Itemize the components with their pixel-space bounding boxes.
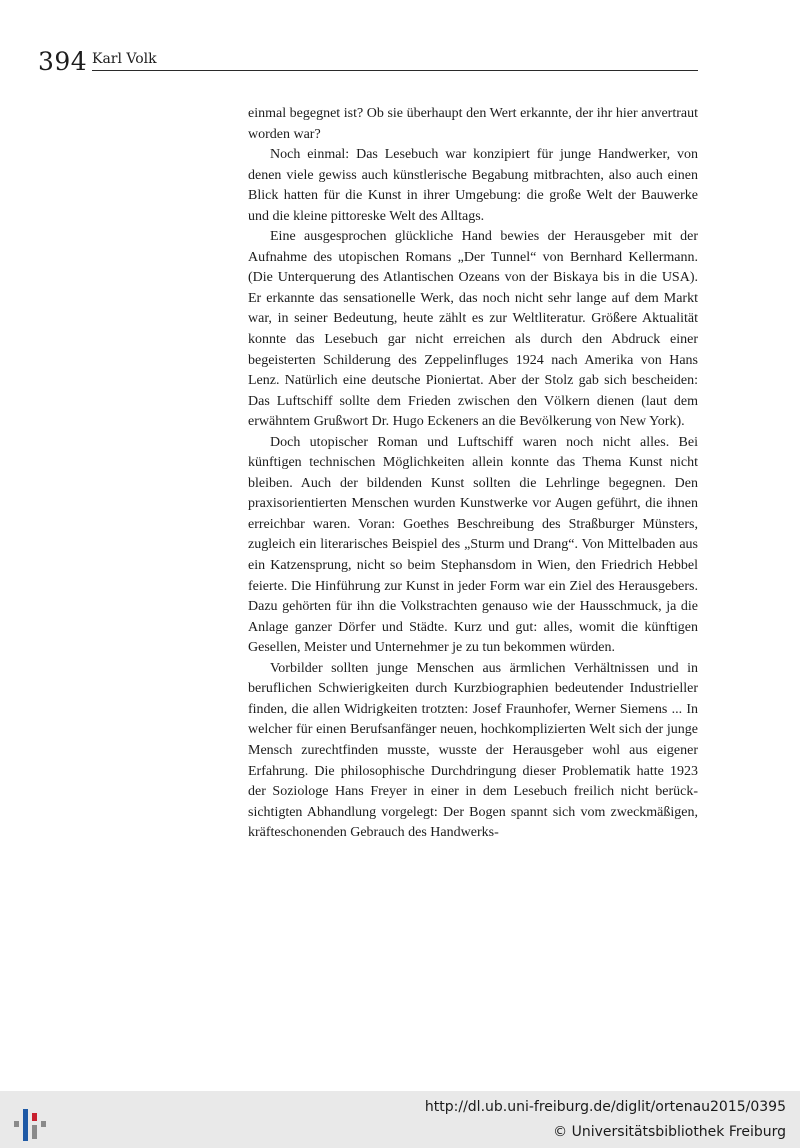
paragraph: einmal begegnet ist? Ob sie überhaupt den Wert erkannte, der ihr hier anvertraut worden war? [248,106,698,142]
paragraph: Noch einmal: Das Lesebuch war konzipiert für junge Handwerker, von denen viele gewiss auch künstlerische Begabung mitbrachten, also auch einen Blick hatten für die Kunst in ihrer Umgebung: die große Welt der Bauwerke und die kleine pittoreske Welt des Alltags. [248,147,698,224]
footer-url-link[interactable]: http://dl.ub.uni-freiburg.de/diglit/ortenau2015/0395 [424,1099,786,1115]
paragraph: Doch utopischer Roman und Luftschiff waren noch nicht alles. Bei künftigen technischen Möglichkeiten allein konnte das Thema Kunst nicht bleiben. Auch der bildenden Kunst sollten die Lehrlinge begegnen. Den praxisorientierten Menschen wurden Kunstwerke vor Augen geführt, die ihnen erreichbar waren. Voran: Goethes Beschreibung des Straßburger Münsters, zugleich ein literarisches Beispiel des „Sturm und Drang“. Von Mittelbaden aus ein Katzensprung, nicht so beim Stephansdom in Wien, den Friedrich Hebbel feierte. Die Hinführung zur Kunst in jeder Form war ein Ziel des Herausgebers. Dazu gehörten für ihn die Volkstrachten genauso wie der Hausschmuck, ja die Anlage ganzer Dörfer und Städte. Kurz und gut: alles, womit die künftigen Gesellen, Meister und Unternehmer je zu tun bekommen würden. [248,434,698,656]
logo-bar-gray [32,1125,37,1139]
logo-bar-right [41,1121,46,1127]
paragraph: Eine ausgesprochen glückliche Hand bewies der Herausgeber mit der Aufnahme des utopischen Romans „Der Tunnel“ von Bernhard Kellermann. (Die Unterquerung des Atlantischen Ozeans von der Biskaya bis in die USA). Er erkannte das sensationelle Werk, das noch nicht sehr lange auf dem Markt war, in seiner Bedeutung, heute zählt es zur Weltliteratur. Größere Aktualität konnte das Lesebuch gar nicht erreichen als durch den Abdruck einer begeisterten Schilderung des Zeppelinfluges 1924 nach Amerika von Hans Lenz. Natürlich eine deutsche Pioniertat. Aber der Stolz gab sich bescheiden: Das Luftschiff sollte dem Frieden zwischen den Völkern dienen (laut dem erwähntem Grußwort Dr. Hugo Eckeners an die Bevölkerung von New York). [248,229,698,430]
logo-bar-left [14,1121,19,1127]
ub-freiburg-logo-icon[interactable] [12,1099,52,1143]
paragraph: Vorbilder sollten junge Menschen aus ärmlichen Verhältnissen und in beruflichen Schwierigkeiten durch Kurzbiographien bedeutender Industrieller finden, die allen Widrigkeiten trotzten: Josef Fraunhofer, Werner Siemens ... In welcher für einen Berufsanfänger neuen, hochkomplizierten Welt sich der junge Mensch zurechtfinden musste, wusste der Herausgeber wohl aus eigener Erfahrung. Die philosophische Durchdringung dieser Problematik hatte 1923 der Soziologe Hans Freyer in einer in dem Lesebuch freilich nicht berücksichtigten Abhandlung vorgelegt: Der Bogen spannt sich vom zweckmäßigen, kräfteschonenden Gebrauch des Handwerks- [248,660,698,841]
logo-bar-blue [23,1109,28,1141]
footer-copyright: © Universitätsbibliothek Freiburg [553,1124,786,1140]
header-rule [92,70,698,71]
logo-bar-red [32,1113,37,1121]
page-number: 394 [38,47,88,76]
footer-bar [0,1091,800,1148]
running-head: Karl Volk [92,51,157,67]
text-column [248,104,698,844]
